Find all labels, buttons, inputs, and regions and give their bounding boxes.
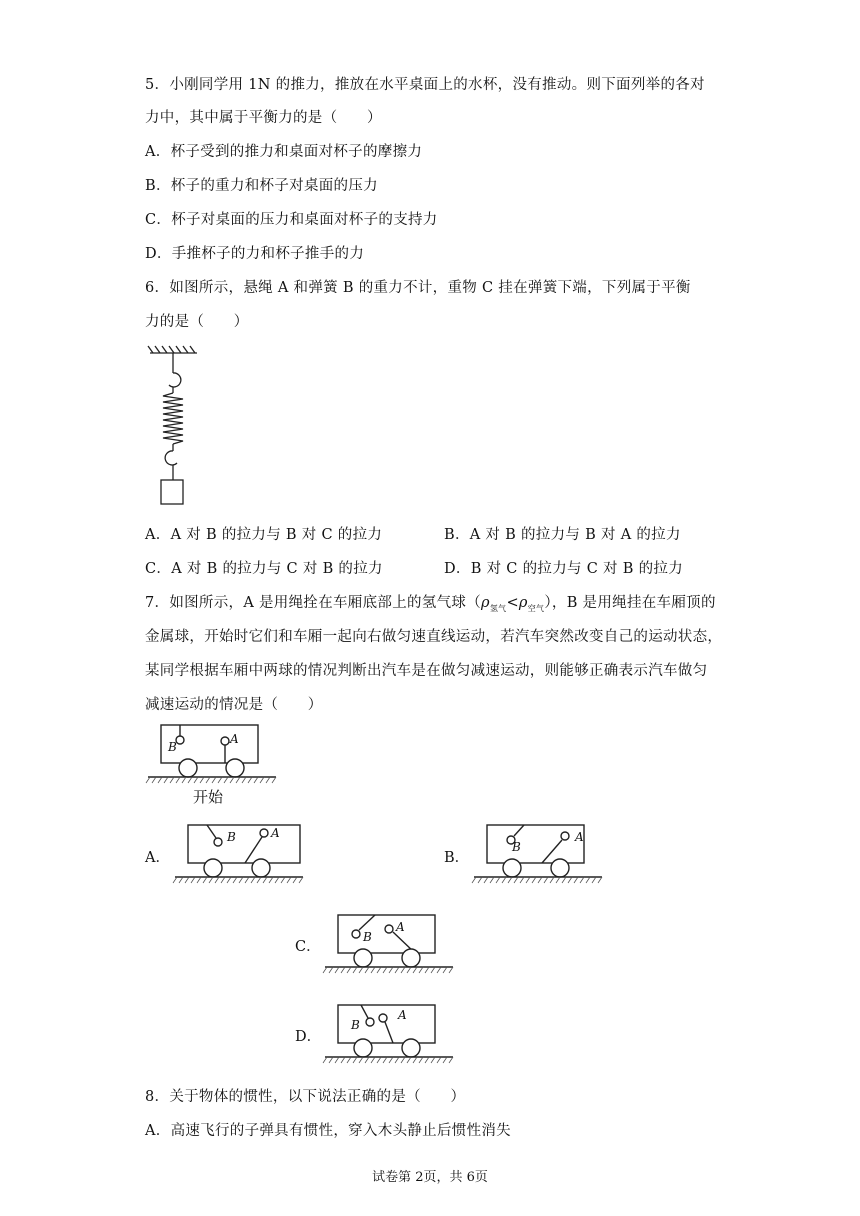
q5-option-b: B．杯子的重力和杯子对桌面的压力 bbox=[145, 178, 378, 194]
ball-b-label-a: B bbox=[227, 830, 236, 844]
cart-option-c bbox=[325, 912, 465, 974]
q6-option-c: C．A 对 B 的拉力与 C 对 B 的拉力 bbox=[145, 561, 383, 577]
q5-stem-line1: 5．小刚同学用 1N 的推力，推放在水平桌面上的水杯，没有推动。则下面列举的各对 bbox=[145, 77, 705, 93]
ball-b-label-start: B bbox=[168, 740, 177, 754]
q7-option-a-label: A． bbox=[145, 850, 170, 866]
cart-option-b bbox=[474, 822, 614, 884]
q7-option-b-label: B． bbox=[444, 850, 470, 866]
q6-option-a: A．A 对 B 的拉力与 B 对 C 的拉力 bbox=[145, 527, 383, 543]
q7-stem-line1 bbox=[145, 591, 716, 614]
q7-stem-line4: 减速运动的情况是（ ） bbox=[145, 697, 323, 713]
cart-option-a bbox=[175, 822, 315, 884]
q8-option-a: A．高速飞行的子弹具有惯性，穿入木头静止后惯性消失 bbox=[145, 1123, 511, 1139]
rho-symbol-2: ρ bbox=[518, 595, 528, 611]
q5-option-a: A．杯子受到的推力和桌面对杯子的摩擦力 bbox=[145, 144, 423, 160]
ball-b-label-d: B bbox=[351, 1018, 360, 1032]
sub-hydrogen: 氢气 bbox=[489, 603, 507, 613]
q7-option-c-label: C． bbox=[295, 939, 321, 955]
q7-stem-line3: 某同学根据车厢中两球的情况判断出汽车是在做匀减速运动，则能够正确表示汽车做匀 bbox=[145, 663, 708, 679]
q7-stem-line2: 金属球，开始时它们和车厢一起向右做匀速直线运动，若汽车突然改变自己的运动状态， bbox=[145, 629, 723, 645]
ball-a-label-a: A bbox=[271, 826, 280, 840]
q6-option-b: B．A 对 B 的拉力与 B 对 A 的拉力 bbox=[444, 527, 681, 543]
q6-option-d: D．B 对 C 的拉力与 C 对 B 的拉力 bbox=[444, 561, 683, 577]
sub-air: 空气 bbox=[527, 603, 545, 613]
ball-a-label-c: A bbox=[396, 920, 405, 934]
q6-stem-line2: 力的是（ ） bbox=[145, 314, 249, 330]
ball-a-label-b: A bbox=[575, 830, 584, 844]
q5-stem-line2: 力中，其中属于平衡力的是（ ） bbox=[145, 110, 382, 126]
start-label: 开始 bbox=[193, 788, 224, 806]
q7-option-d-label: D． bbox=[295, 1029, 322, 1045]
rho-symbol: ρ bbox=[481, 595, 490, 611]
ball-a-label-d: A bbox=[398, 1008, 407, 1022]
q6-stem-line1: 6．如图所示，悬绳 A 和弹簧 B 的重力不计，重物 C 挂在弹簧下端，下列属于平衡 bbox=[145, 280, 691, 296]
ball-b-label-c: B bbox=[363, 930, 372, 944]
page-footer: 试卷第 2页，共 6页 bbox=[372, 1170, 488, 1185]
q8-stem: 8．关于物体的惯性，以下说法正确的是（ ） bbox=[145, 1089, 466, 1105]
spring-diagram bbox=[145, 345, 205, 515]
q7-stem-post: ），B 是用绳挂在车厢顶的 bbox=[544, 595, 716, 611]
cart-option-d bbox=[325, 1002, 465, 1064]
ball-a-label-start: A bbox=[230, 732, 239, 746]
q5-option-d: D．手推杯子的力和杯子推手的力 bbox=[145, 246, 365, 262]
ball-b-label-b: B bbox=[512, 840, 521, 854]
less-than: < bbox=[506, 595, 519, 611]
q7-stem-pre: 7．如图所示，A 是用绳拴在车厢底部上的氢气球（ bbox=[145, 595, 482, 611]
q5-option-c: C．杯子对桌面的压力和桌面对杯子的支持力 bbox=[145, 212, 438, 228]
